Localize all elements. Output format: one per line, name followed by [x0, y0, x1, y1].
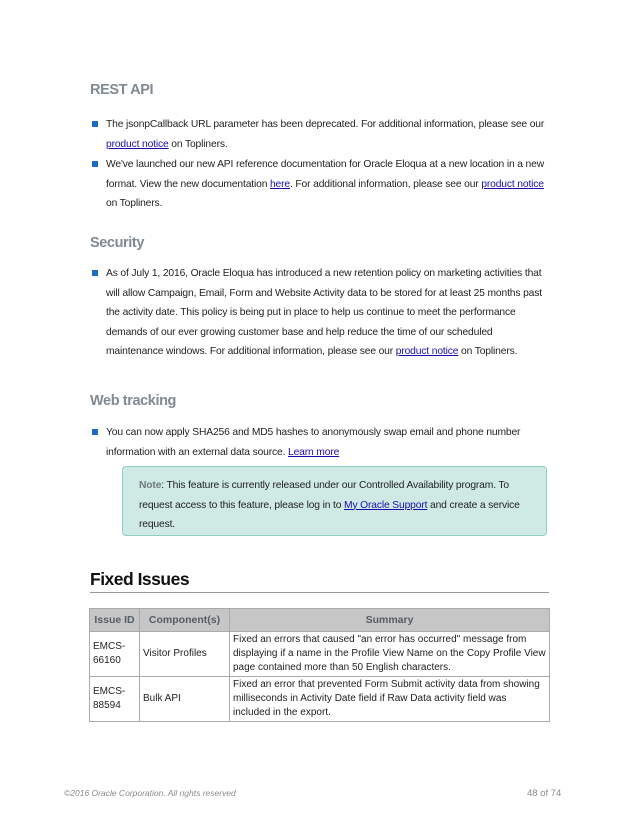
summary-cell: Fixed an errors that caused "an error has occurred" message from displaying if a name in the Profile View Name on the Copy Profile View page contained more than 50 English characters. [230, 632, 550, 677]
product-notice-link[interactable]: product notice [481, 178, 544, 190]
component-cell: Bulk API [140, 677, 230, 722]
rest-api-heading: REST API [90, 82, 154, 98]
note-label: Note [139, 480, 162, 491]
issue-id-cell: EMCS-66160 [90, 632, 140, 677]
table-row [90, 632, 550, 677]
page-number: 48 of 74 [527, 788, 562, 799]
rest-api-item-2: We've launched our new API reference documentation for Oracle Eloqua at a new location in a new format. View the new documentation here. For additional information, please see our product notice on Topliners. [106, 155, 550, 214]
my-oracle-support-link[interactable]: My Oracle Support [344, 499, 428, 511]
security-item-1: As of July 1, 2016, Oracle Eloqua has introduced a new retention policy on marketing activities that will allow Campaign, Email, Form and Website Activity data to be stored for at least 25 months past the activity date. This policy is being put in place to help us continue to meet the performance demands of our ever growing customer base and help reduce the time of our scheduled maintenance windows. For additional information, please see our product notice on Topliners. [106, 264, 550, 362]
table-header-row [90, 609, 550, 632]
new-documentation-here-link[interactable]: here [269, 178, 290, 190]
bullet-square-icon [92, 270, 98, 276]
components-header: Component(s) [140, 609, 230, 632]
table-row [90, 677, 550, 722]
web-tracking-heading: Web tracking [90, 393, 176, 409]
product-notice-link[interactable]: product notice [106, 138, 169, 150]
bullet-square-icon [92, 121, 98, 127]
footer-copyright: ©2016 Oracle Corporation. All rights reserved [64, 788, 236, 798]
fixed-issues-heading: Fixed Issues [90, 569, 190, 589]
summary-cell: Fixed an error that prevented Form Submit activity data from showing milliseconds in Activity Date field if Raw Data activity field was included in the export. [230, 677, 550, 722]
component-cell: Visitor Profiles [140, 632, 230, 677]
bullet-square-icon [92, 429, 98, 435]
product-notice-link[interactable]: product notice [395, 346, 459, 357]
fixed-issues-table [89, 608, 550, 722]
note-box: Note: This feature is currently released under our Controlled Availability program. To request access to this feature, please log in to My Oracle Support and create a service request. [122, 466, 547, 536]
security-heading: Security [90, 235, 145, 251]
issue-id-cell: EMCS-88594 [90, 677, 140, 722]
rest-api-item-1: The jsonpCallback URL parameter has been deprecated. For additional information, please see our product notice on Topliners. [106, 115, 550, 154]
summary-header: Summary [230, 609, 550, 632]
issue-id-header: Issue ID [90, 609, 140, 632]
bullet-square-icon [92, 161, 98, 167]
heading-divider [90, 592, 549, 593]
web-tracking-item-1: You can now apply SHA256 and MD5 hashes to anonymously swap email and phone number information with an external data source. Learn more [106, 423, 550, 462]
learn-more-link[interactable]: Learn more [288, 446, 340, 458]
